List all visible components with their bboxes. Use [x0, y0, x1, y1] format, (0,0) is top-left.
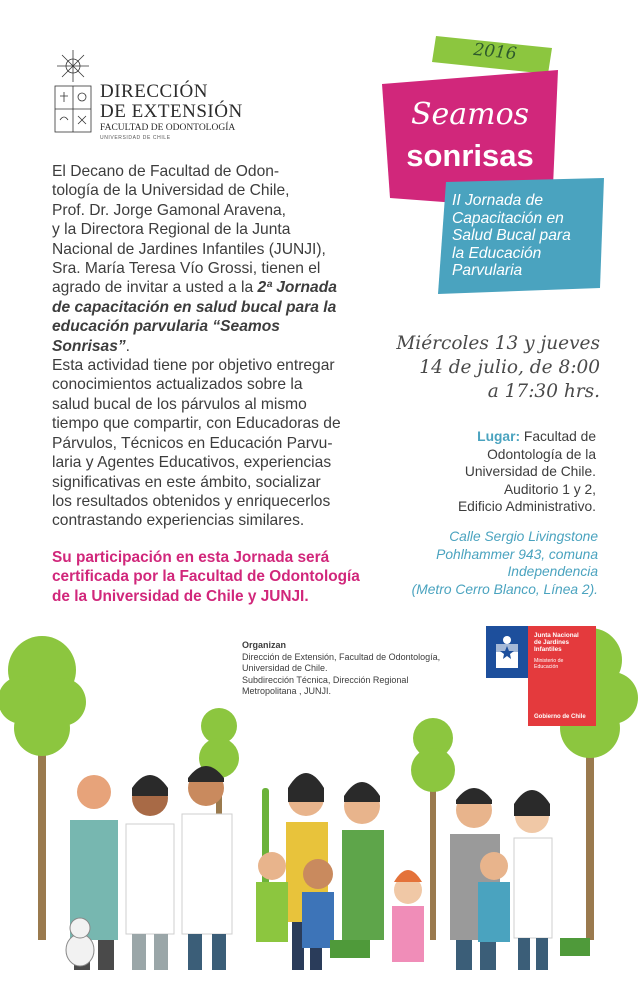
dentist-man-figure	[182, 766, 232, 970]
body-line: laria y Agentes Educativos, experiencias	[52, 454, 332, 472]
location-text: Facultad de	[520, 429, 596, 444]
body-line: conocimientos actualizados sobre la	[52, 376, 303, 394]
body-line: Esta actividad tiene por objetivo entregar	[52, 357, 335, 375]
woman-figure	[514, 790, 552, 970]
location-line: Auditorio 1 y 2,	[503, 481, 596, 497]
jornada-line: Parvularia	[452, 262, 523, 279]
certificate-line: Su participación en esta Jornada será	[52, 549, 330, 566]
title-bold: sonrisas	[406, 138, 534, 173]
organizers-line: Universidad de Chile.	[242, 663, 328, 674]
logo-line-4: UNIVERSIDAD DE CHILE	[100, 135, 171, 141]
junji-title	[534, 632, 594, 654]
body-text-bold: 2ª Jornada	[257, 279, 337, 297]
child-figure	[256, 852, 288, 942]
event-address	[390, 528, 598, 598]
address-line: Calle Sergio Livingstone	[449, 529, 598, 544]
location-line	[420, 428, 596, 446]
certificate-text	[52, 548, 362, 606]
body-line: los resultados obtenidos y enriquecerlos	[52, 492, 331, 510]
chile-coat-of-arms-icon	[492, 634, 522, 674]
dentist-woman-figure	[126, 775, 174, 970]
jornada-line: II Jornada de	[452, 192, 544, 209]
title-script: Seamos	[410, 97, 530, 132]
junji-logo	[486, 626, 596, 726]
junji-title-line: Infantiles	[534, 646, 562, 654]
dog-figure	[66, 918, 94, 966]
logo-line-2: DE EXTENSIÓN	[100, 101, 243, 122]
body-line	[52, 278, 360, 297]
location-label: Lugar:	[477, 429, 521, 444]
date-line: 14 de julio, de 8:00	[419, 357, 600, 378]
child-figure	[302, 859, 334, 948]
jornada-line: Salud Bucal para	[452, 227, 571, 244]
organizers-line: Metropolitana , JUNJI.	[242, 686, 332, 697]
location-line: Odontología de la	[487, 446, 596, 462]
body-line: tiempo que compartir, con Educadoras de	[52, 415, 341, 433]
body-line: Párvulos, Técnicos en Educación Parvu-	[52, 434, 333, 452]
direccion-extension-logo	[48, 46, 248, 146]
body-line: y la Directora Regional de la Junta	[52, 221, 291, 239]
junji-ministry	[534, 658, 594, 670]
certificate-line: de la Universidad de Chile y JUNJI.	[52, 587, 309, 605]
junji-ministry-line: Ministerio de	[534, 658, 564, 664]
organizers	[242, 640, 482, 698]
date-line: a 17:30 hrs.	[487, 381, 600, 402]
organizers-heading: Organizan	[242, 640, 287, 650]
body-text-bold: de capacitación en salud bucal para la	[52, 298, 337, 316]
body-line: contrastando experiencias similares.	[52, 512, 305, 530]
body-line: significativas en este ámbito, socializar	[52, 473, 321, 491]
child-figure	[478, 852, 510, 942]
body-line	[52, 317, 360, 356]
body-line: Sra. María Teresa Vío Grossi, tienen el	[52, 260, 321, 278]
organizers-line: Subdirección Técnica, Dirección Regional	[242, 674, 409, 685]
invitation-text	[52, 162, 360, 531]
woman-figure	[342, 782, 384, 940]
body-line: Nacional de Jardines Infantiles (JUNJI),	[52, 240, 326, 258]
jornada-line: Capacitación en	[452, 209, 564, 227]
junji-ministry-line: Educación	[534, 664, 559, 671]
year-label: 2016	[472, 39, 518, 65]
body-text-bold: educación parvularia “Seamos Sonrisas”	[52, 318, 280, 355]
body-text-plain: .	[125, 337, 131, 355]
logo-line-3: FACULTAD DE ODONTOLOGÍA	[100, 123, 236, 133]
body-line: tología de la Universidad de Chile,	[52, 182, 290, 200]
address-line: Independencia	[507, 564, 598, 580]
certificate-line: certificada por la Facultad de Odontología	[52, 568, 360, 586]
date-line: Miércoles 13 y jueves	[396, 333, 600, 354]
body-line	[52, 298, 360, 317]
junji-title-line: de Jardines	[534, 639, 569, 647]
junji-gobierno: Gobierno de Chile	[534, 714, 586, 720]
jornada-title	[452, 192, 602, 280]
jornada-line: la Educación	[452, 244, 542, 262]
address-line: Pohlhammer 943, comuna	[436, 546, 598, 562]
location-line: Universidad de Chile.	[464, 464, 596, 480]
body-line: El Decano de Facultad de Odon-	[52, 163, 280, 180]
child-figure	[392, 870, 424, 962]
event-location	[420, 428, 596, 516]
body-line: salud bucal de los párvulos al mismo	[52, 395, 307, 413]
junji-title-line: Junta Nacional	[534, 632, 579, 639]
university-crest-icon	[52, 46, 94, 142]
logo-line-1: DIRECCIÓN	[100, 81, 208, 102]
body-line: Prof. Dr. Jorge Gamonal Aravena,	[52, 201, 287, 219]
junji-logo-white-strip	[486, 678, 528, 726]
body-text-plain: agrado de invitar a usted a la	[52, 279, 258, 297]
location-line: Edificio Administrativo.	[457, 499, 596, 515]
address-line: (Metro Cerro Blanco, Línea 2).	[411, 581, 598, 597]
event-date	[360, 332, 600, 404]
organizers-line: Dirección de Extensión, Facultad de Odontología,	[242, 651, 441, 662]
